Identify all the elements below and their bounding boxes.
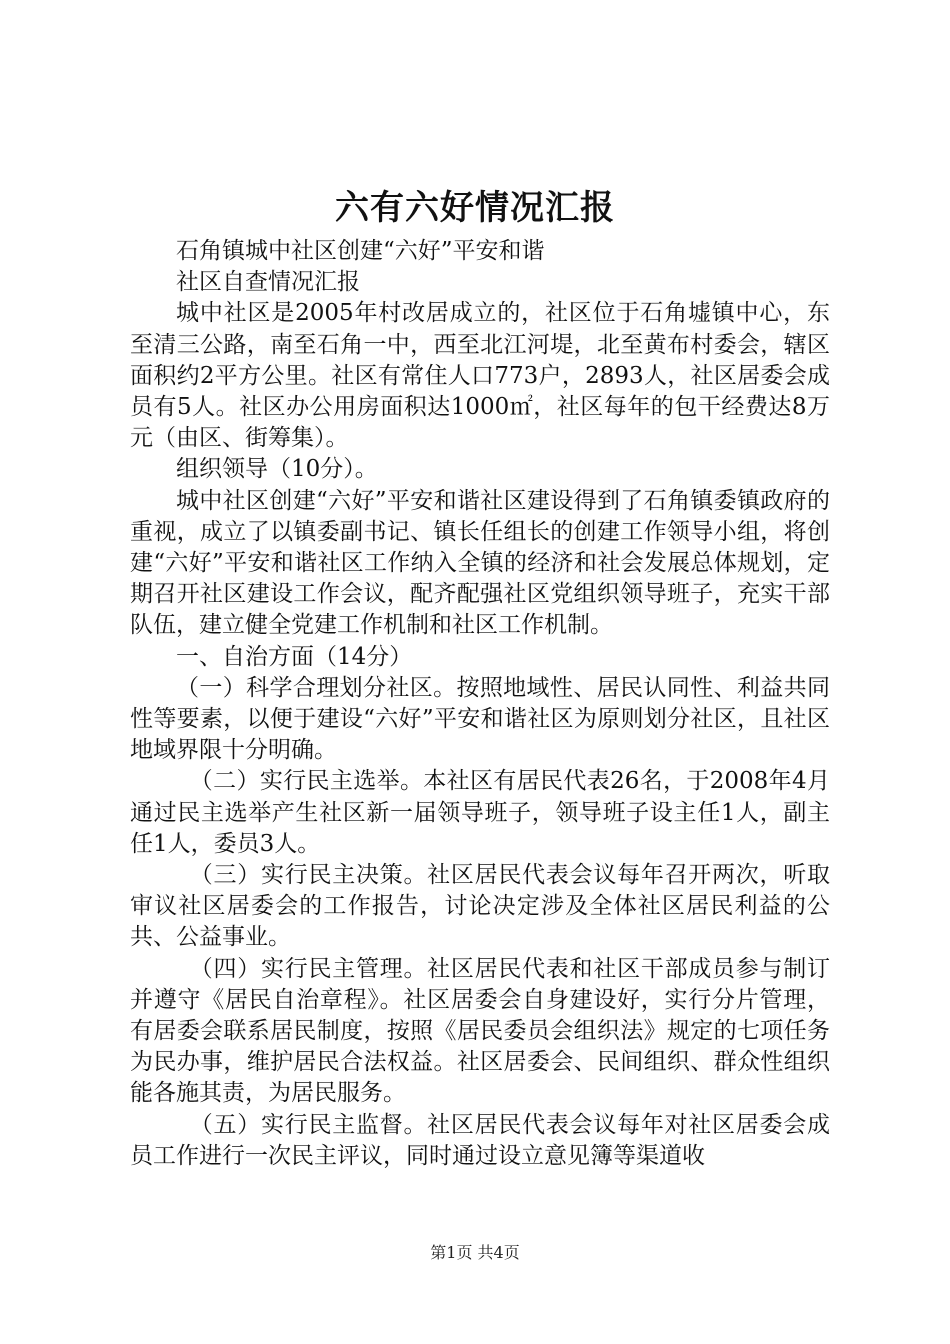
paragraph-item-2: （二）实行民主选举。本社区有居民代表26名，于2008年4月通过民主选举产生社区新一届领导班子，领导班子设主任1人，副主任1人，委员3人。 [130, 768, 830, 857]
document-title: 六有六好情况汇报 [335, 188, 615, 228]
page-footer: 第1页 共4页 [430, 1243, 520, 1262]
paragraph-item-3: （三）实行民主决策。社区居民代表会议每年召开两次，听取审议社区居委会的工作报告，讨论决定涉及全体社区居民利益的公共、公益事业。 [130, 862, 830, 951]
paragraph-organization-detail: 城中社区创建“六好”平安和谐社区建设得到了石角镇委镇政府的重视，成立了以镇委副书记、镇长任组长的创建工作领导小组，将创建“六好”平安和谐社区工作纳入全镇的经济和社会发展总体规划，定期召开社区建设工作会议，配齐配强社区党组织领导班子，充实干部队伍，建立健全党建工作机制和社区工作机制。 [130, 487, 830, 639]
paragraph-section-autonomy: 一、自治方面（14分） [176, 643, 413, 670]
paragraph-item-1: （一）科学合理划分社区。按照地域性、居民认同性、利益共同性等要素，以便于建设“六好”平安和谐社区为原则划分社区，且社区地域界限十分明确。 [130, 674, 830, 764]
paragraph-item-4: （四）实行民主管理。社区居民代表和社区干部成员参与制订并遵守《居民自治章程》。社区居委会自身建设好，实行分片管理，有居委会联系居民制度，按照《居民委员会组织法》规定的七项任务为民办事，维护居民合法权益。社区居委会、民间组织、群众性组织能各施其责，为居民服务。 [130, 955, 830, 1107]
paragraph-item-5: （五）实行民主监督。社区居民代表会议每年对社区居委会成员工作进行一次民主评议，同时通过设立意见簿等渠道收 [130, 1111, 830, 1169]
paragraph-community-overview: 城中社区是2005年村改居成立的，社区位于石角墟镇中心，东至清三公路，南至石角一中，西至北江河堤，北至黄布村委会，辖区面积约2平方公里。社区有常住人口773户，2893人，社区居委会成员有5人。社区办公用房面积达1000㎡，社区每年的包干经费达8万元（由区、街筹集）。 [130, 300, 830, 452]
paragraph-subtitle-line-2: 社区自查情况汇报 [176, 269, 360, 296]
paragraph-subtitle-line-1: 石角镇城中社区创建“六好”平安和谐 [176, 238, 545, 264]
paragraph-section-organization: 组织领导（10分）。 [176, 456, 378, 483]
document-body [130, 236, 830, 1172]
